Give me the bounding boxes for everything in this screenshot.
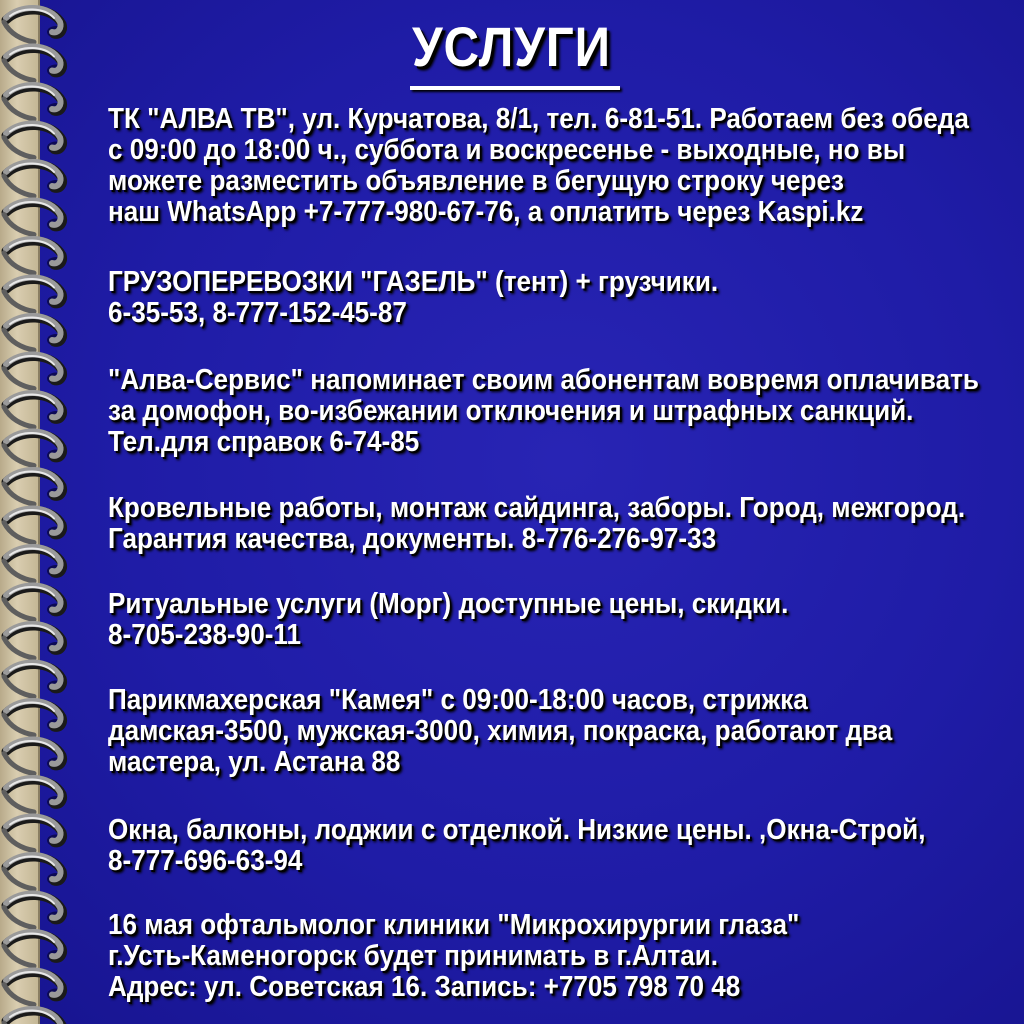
binding-ring — [4, 316, 65, 350]
entry-line: "Алва-Сервис" напоминает своим абонентам вовремя оплачивать — [108, 364, 979, 396]
entry-line: 8-777-696-63-94 — [108, 845, 303, 877]
binding-ring — [4, 585, 65, 619]
list-item-ophthalmologist — [108, 910, 799, 1003]
binding-ring — [4, 85, 65, 119]
binding-ring — [4, 239, 65, 273]
entry-line: Адрес: ул. Советская 16. Запись: +7705 798 70 48 — [108, 971, 741, 1003]
binding-ring — [4, 123, 65, 157]
binding-ring — [4, 508, 65, 542]
page-title: УСЛУГИ — [412, 15, 611, 78]
entry-line: мастера, ул. Астана 88 — [108, 746, 401, 778]
binding-ring — [4, 1009, 65, 1024]
binding-ring — [4, 970, 65, 1004]
entry-line: дамская-3500, мужская-3000, химия, покраска, работают два — [108, 715, 893, 747]
binding-ring — [4, 470, 65, 504]
list-item-ritual — [108, 589, 788, 651]
binding-ring — [4, 893, 65, 927]
list-item-roofing — [108, 493, 965, 555]
binding-ring — [4, 624, 65, 658]
binding-ring — [4, 662, 65, 696]
binding-ring — [4, 547, 65, 581]
entry-line: г.Усть-Каменогорск будет принимать в г.Алтаи. — [108, 940, 719, 972]
entry-line: 6-35-53, 8-777-152-45-87 — [108, 297, 407, 329]
binding-ring — [4, 932, 65, 966]
entry-line: Тел.для справок 6-74-85 — [108, 426, 420, 458]
entry-line: наш WhatsApp +7-777-980-67-76, а оплатить через Kaspi.kz — [108, 196, 864, 228]
binding-ring — [4, 8, 65, 42]
list-item-gazel — [108, 267, 718, 329]
entry-line: за домофон, во-избежании отключения и штрафных санкций. — [108, 395, 914, 427]
binding-ring — [4, 162, 65, 196]
binding-ring — [4, 701, 65, 735]
entry-line: Парикмахерская "Камея" с 09:00-18:00 часов, стрижка — [108, 684, 808, 716]
entry-line: ТК "АЛВА ТВ", ул. Курчатова, 8/1, тел. 6-81-51. Работаем без обеда — [108, 103, 969, 135]
binding-ring — [4, 393, 65, 427]
title-underline — [410, 86, 620, 90]
entry-line: 8-705-238-90-11 — [108, 619, 302, 651]
binding-ring — [4, 816, 65, 850]
binding-ring — [4, 431, 65, 465]
entry-line: Кровельные работы, монтаж сайдинга, заборы. Город, межгород. — [108, 492, 966, 524]
list-item-hairdresser — [108, 685, 892, 778]
spiral-binding-icon — [0, 0, 80, 1024]
binding-ring — [4, 739, 65, 773]
binding-ring — [4, 46, 65, 80]
entry-line: Окна, балконы, лоджии с отделкой. Низкие цены. ,Окна-Строй, — [108, 814, 926, 846]
entry-line: ГРУЗОПЕРЕВОЗКИ "ГАЗЕЛЬ" (тент) + грузчики. — [108, 266, 719, 298]
entry-line: Ритуальные услуги (Морг) доступные цены, скидки. — [108, 588, 789, 620]
list-item-alva-tv — [108, 104, 969, 228]
list-item-windows — [108, 815, 925, 877]
binding-ring — [4, 354, 65, 388]
entry-line: 16 мая офтальмолог клиники "Микрохирургии глаза" — [108, 909, 800, 941]
entry-line: можете разместить объявление в бегущую строку через — [108, 165, 844, 197]
list-item-alva-service — [108, 365, 979, 458]
entry-line: Гарантия качества, документы. 8-776-276-97-33 — [108, 523, 717, 555]
binding-ring — [4, 855, 65, 889]
binding-ring — [4, 277, 65, 311]
binding-ring — [4, 200, 65, 234]
binding-ring — [4, 778, 65, 812]
entry-line: с 09:00 до 18:00 ч., суббота и воскресенье - выходные, но вы — [108, 134, 906, 166]
